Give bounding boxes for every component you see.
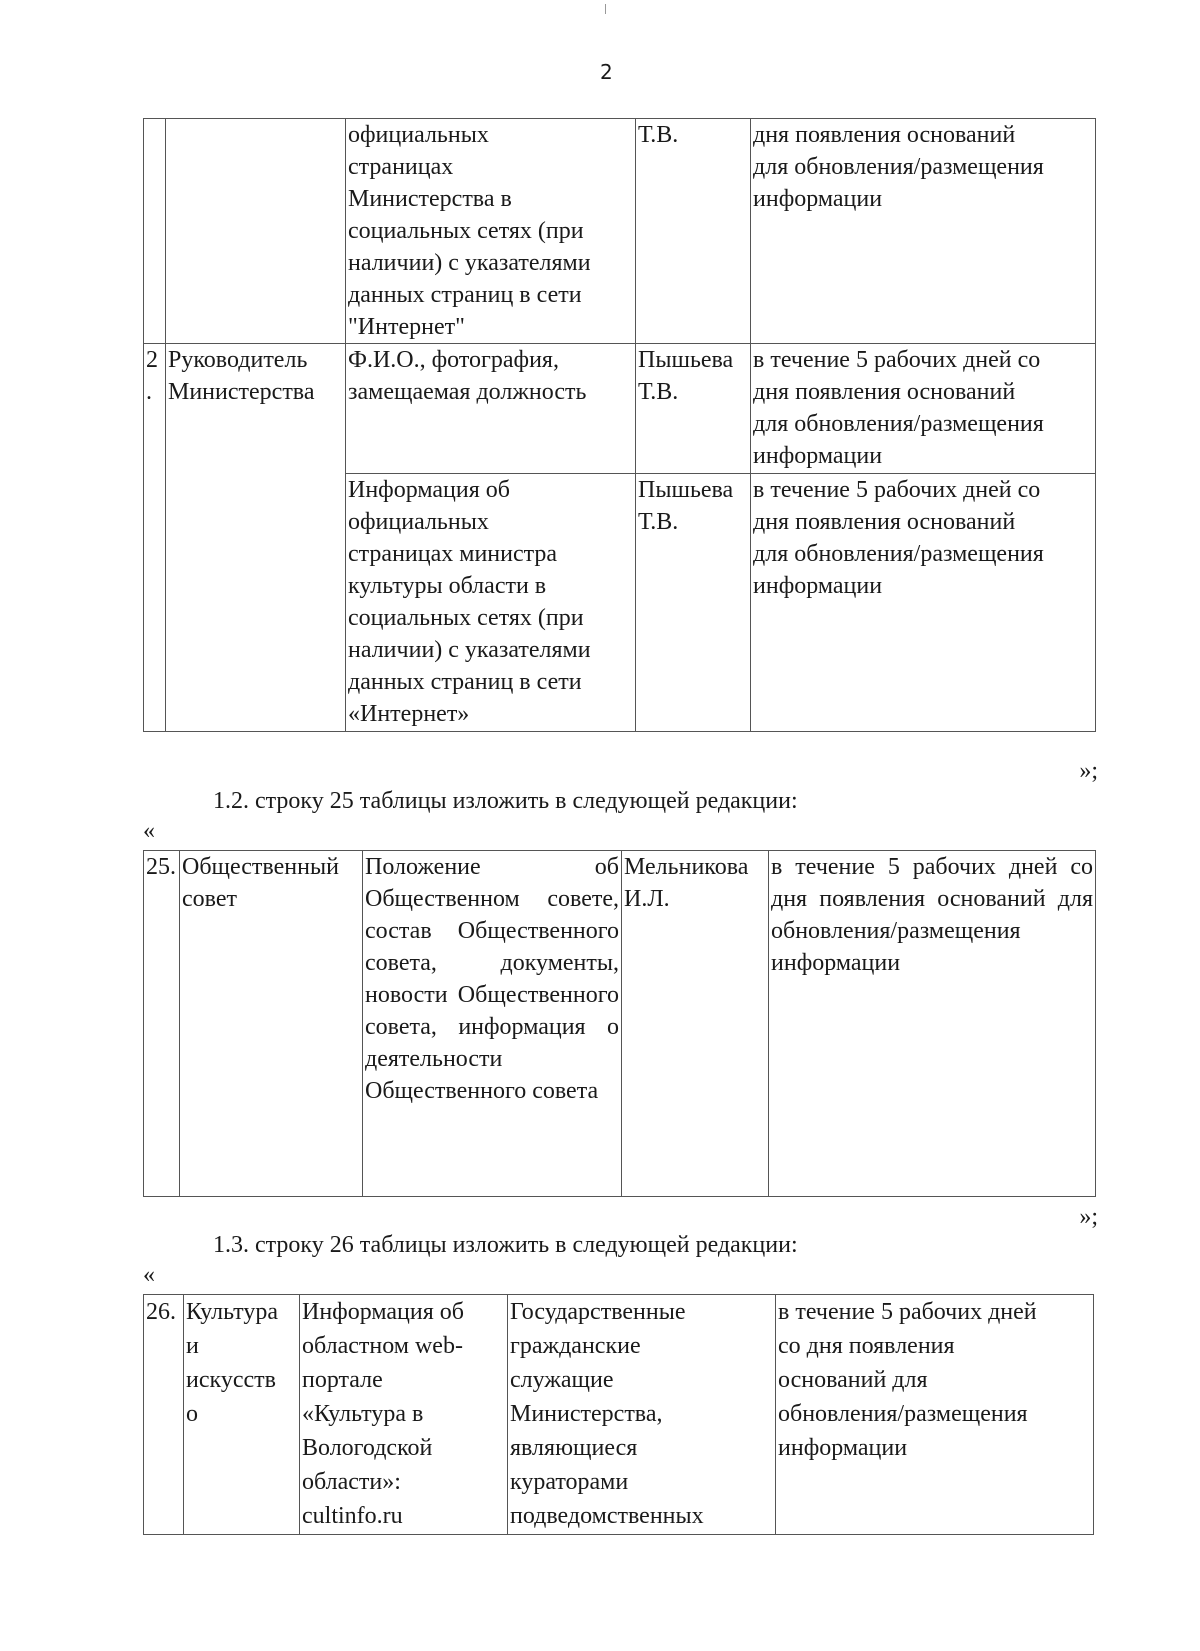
opening-quote: « — [143, 818, 155, 844]
opening-quote: « — [143, 1262, 155, 1288]
row-number-cell: 25. — [144, 851, 180, 1197]
responsible-cell: Пышьева Т.В. — [636, 344, 751, 474]
info-cell: Положение об Общественном совете, состав Общественного совета, документы, новости Общественного совета, информация о деятельности Общественного совета — [363, 851, 622, 1197]
responsible-cell: Т.В. — [636, 119, 751, 344]
table-rows-1-2 — [143, 118, 1096, 732]
paragraph-1-2: 1.2. строку 25 таблицы изложить в следующей редакции: — [213, 788, 798, 814]
info-cell: официальных страницах Министерства в социальных сетях (при наличии) с указателями данных страниц в сети "Интернет" — [346, 119, 636, 344]
responsible-cell: Мельникова И.Л. — [622, 851, 769, 1197]
scan-mark — [605, 4, 606, 14]
term-cell: в течение 5 рабочих дней со дня появления оснований для обновления/размещения информации — [751, 474, 1096, 732]
closing-quote: »; — [1079, 1204, 1098, 1230]
table-row-26 — [143, 1294, 1094, 1535]
section-cell — [166, 119, 346, 344]
section-cell: Культура и искусств о — [184, 1295, 300, 1535]
term-cell: дня появления оснований для обновления/размещения информации — [751, 119, 1096, 344]
info-cell: Информация об официальных страницах министра культуры области в социальных сетях (при наличии) с указателями данных страниц в сети «Интернет» — [346, 474, 636, 732]
table-row — [144, 344, 1096, 474]
info-cell: Информация об областном web- портале «Культура в Вологодской области»: cultinfo.ru — [300, 1295, 508, 1535]
term-cell: в течение 5 рабочих дней со дня появления оснований для обновления/размещения информации — [769, 851, 1096, 1197]
table-row — [144, 119, 1096, 344]
section-cell: Руководитель Министерства — [166, 344, 346, 732]
responsible-cell: Пышьева Т.В. — [636, 474, 751, 732]
info-cell: Ф.И.О., фотография, замещаемая должность — [346, 344, 636, 474]
paragraph-1-3: 1.3. строку 26 таблицы изложить в следующей редакции: — [213, 1232, 798, 1258]
term-cell: в течение 5 рабочих дней со дня появления оснований для обновления/размещения информации — [751, 344, 1096, 474]
table-row-25 — [143, 850, 1096, 1197]
row-number-cell — [144, 119, 166, 344]
table-row — [144, 851, 1096, 1197]
responsible-cell: Государственные гражданские служащие Министерства, являющиеся кураторами подведомственных — [508, 1295, 776, 1535]
term-cell: в течение 5 рабочих дней со дня появления оснований для обновления/размещения информации — [776, 1295, 1094, 1535]
row-number-cell: 26. — [144, 1295, 184, 1535]
section-cell: Общественный совет — [180, 851, 363, 1197]
closing-quote: »; — [1079, 758, 1098, 784]
page-number: 2 — [600, 60, 613, 84]
row-number-cell: 2. — [144, 344, 166, 732]
table-row — [144, 1295, 1094, 1535]
